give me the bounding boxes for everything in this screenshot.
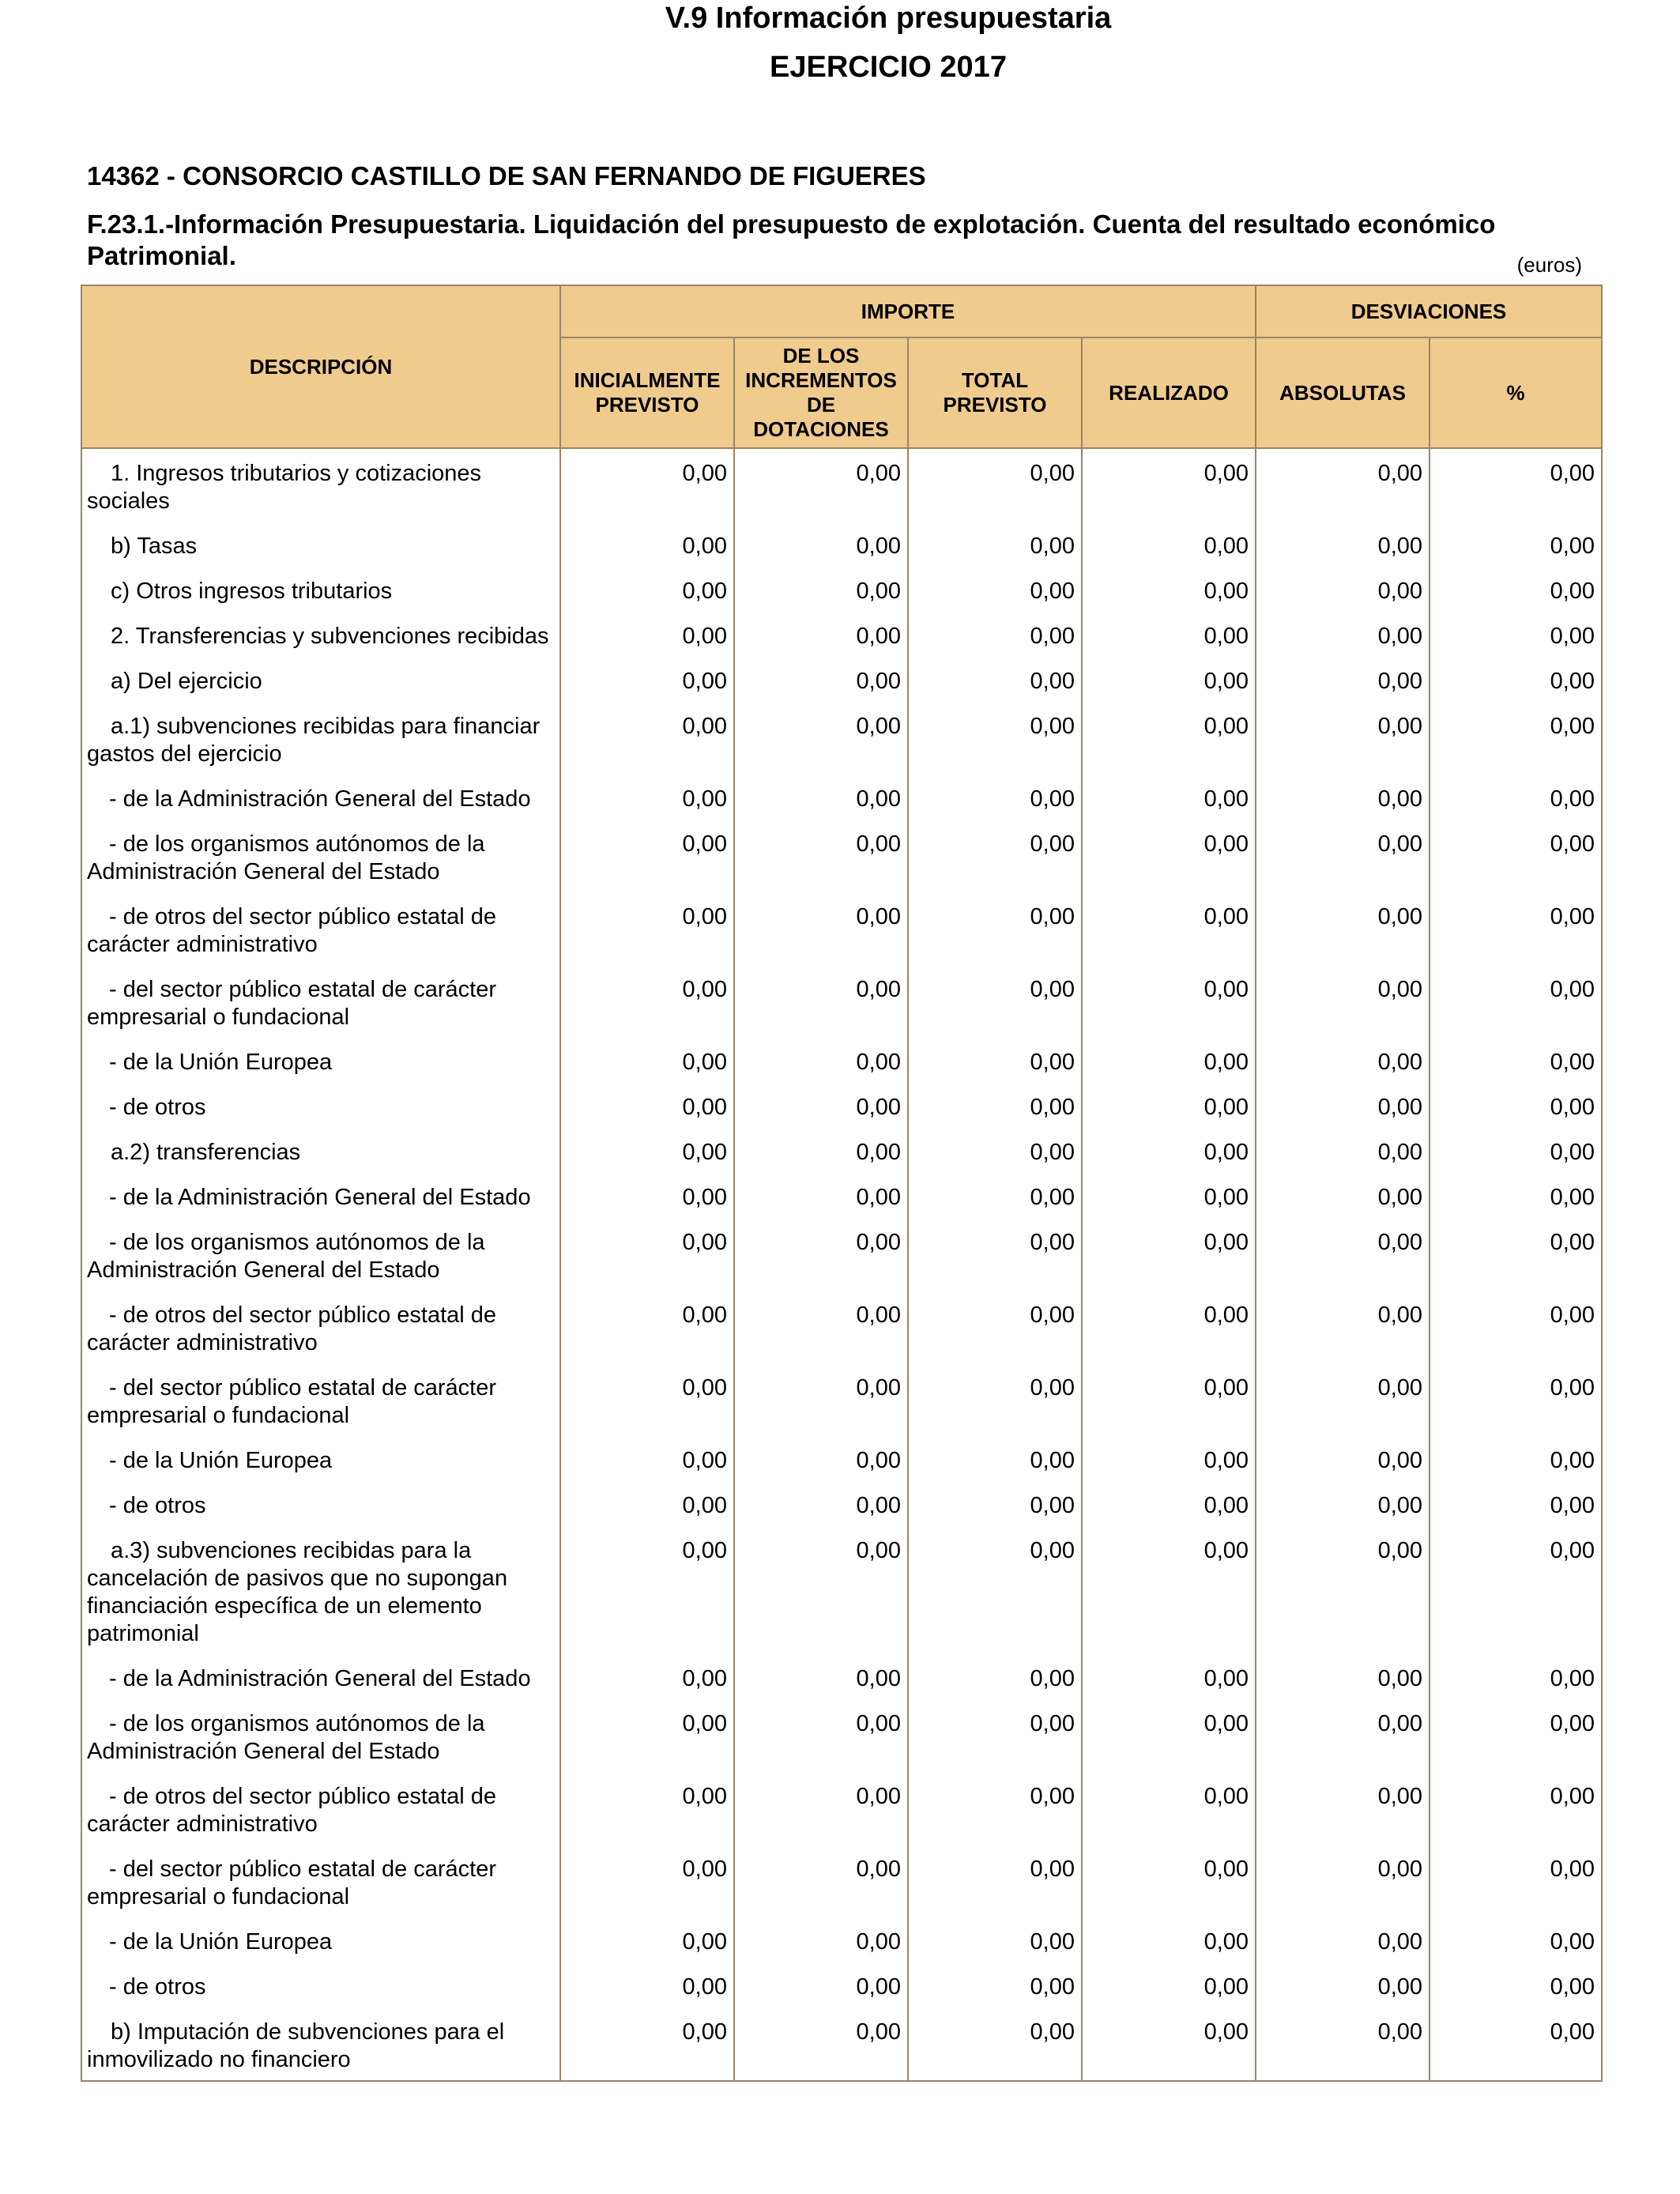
row-value: 0,00 xyxy=(734,1218,908,1291)
row-value: 0,00 xyxy=(908,1363,1082,1436)
row-description: a.1) subvenciones recibidas para financiar gastos del ejercicio xyxy=(81,702,560,775)
row-value: 0,00 xyxy=(1430,1291,1602,1363)
row-value: 0,00 xyxy=(1082,567,1256,612)
row-value: 0,00 xyxy=(1256,1962,1430,2007)
table-row xyxy=(81,1363,1602,1436)
row-value: 0,00 xyxy=(560,775,734,820)
row-value: 0,00 xyxy=(1082,775,1256,820)
row-value: 0,00 xyxy=(1082,965,1256,1038)
column-header-inicialmente-previsto: INICIALMENTE PREVISTO xyxy=(560,337,734,448)
table-row xyxy=(81,1772,1602,1845)
row-value: 0,00 xyxy=(560,965,734,1038)
row-value: 0,00 xyxy=(1256,1917,1430,1962)
column-header-absolutas: ABSOLUTAS xyxy=(1256,337,1430,448)
row-value: 0,00 xyxy=(1256,820,1430,892)
row-value: 0,00 xyxy=(560,1038,734,1083)
row-value: 0,00 xyxy=(1082,820,1256,892)
row-value: 0,00 xyxy=(560,612,734,657)
row-description: - de otros xyxy=(81,1962,560,2007)
table-row xyxy=(81,1128,1602,1173)
row-value: 0,00 xyxy=(908,1128,1082,1173)
table-row xyxy=(81,1917,1602,1962)
row-value: 0,00 xyxy=(734,1436,908,1481)
row-value: 0,00 xyxy=(734,1038,908,1083)
table-row xyxy=(81,1083,1602,1128)
row-value: 0,00 xyxy=(1082,1917,1256,1962)
row-value: 0,00 xyxy=(1082,702,1256,775)
row-value: 0,00 xyxy=(908,1291,1082,1363)
row-value: 0,00 xyxy=(734,1481,908,1526)
row-value: 0,00 xyxy=(1082,1363,1256,1436)
row-value: 0,00 xyxy=(1430,1962,1602,2007)
row-value: 0,00 xyxy=(1082,1845,1256,1917)
row-value: 0,00 xyxy=(734,1363,908,1436)
table-row xyxy=(81,1654,1602,1699)
exercise-year: EJERCICIO 2017 xyxy=(770,51,1007,84)
row-value: 0,00 xyxy=(734,1173,908,1218)
row-value: 0,00 xyxy=(908,1526,1082,1654)
row-value: 0,00 xyxy=(908,1962,1082,2007)
row-value: 0,00 xyxy=(1082,657,1256,702)
row-value: 0,00 xyxy=(1256,612,1430,657)
row-value: 0,00 xyxy=(908,1038,1082,1083)
row-value: 0,00 xyxy=(560,522,734,567)
row-value: 0,00 xyxy=(1256,1772,1430,1845)
row-value: 0,00 xyxy=(1430,1363,1602,1436)
row-value: 0,00 xyxy=(560,1083,734,1128)
row-value: 0,00 xyxy=(1256,775,1430,820)
row-value: 0,00 xyxy=(1256,1173,1430,1218)
table-row xyxy=(81,448,1602,522)
row-value: 0,00 xyxy=(1256,965,1430,1038)
row-value: 0,00 xyxy=(1256,1128,1430,1173)
row-value: 0,00 xyxy=(1082,1218,1256,1291)
row-value: 0,00 xyxy=(734,1962,908,2007)
row-description: 2. Transferencias y subvenciones recibidas xyxy=(81,612,560,657)
row-value: 0,00 xyxy=(1256,1038,1430,1083)
row-value: 0,00 xyxy=(560,448,734,522)
row-value: 0,00 xyxy=(1430,1481,1602,1526)
row-description: - de otros del sector público estatal de carácter administrativo xyxy=(81,892,560,965)
row-value: 0,00 xyxy=(734,1917,908,1962)
row-value: 0,00 xyxy=(1256,448,1430,522)
entity-name: 14362 - CONSORCIO CASTILLO DE SAN FERNANDO DE FIGUERES xyxy=(87,161,926,190)
row-value: 0,00 xyxy=(1256,567,1430,612)
row-value: 0,00 xyxy=(560,1699,734,1772)
row-value: 0,00 xyxy=(1430,1845,1602,1917)
row-value: 0,00 xyxy=(1082,1173,1256,1218)
row-value: 0,00 xyxy=(1430,820,1602,892)
row-value: 0,00 xyxy=(908,965,1082,1038)
row-value: 0,00 xyxy=(560,1845,734,1917)
table-row xyxy=(81,522,1602,567)
budget-table xyxy=(81,285,1603,2082)
row-value: 0,00 xyxy=(560,2007,734,2081)
row-value: 0,00 xyxy=(1082,1481,1256,1526)
row-value: 0,00 xyxy=(908,1481,1082,1526)
row-value: 0,00 xyxy=(560,1526,734,1654)
table-row xyxy=(81,612,1602,657)
row-value: 0,00 xyxy=(908,1436,1082,1481)
table-row xyxy=(81,1173,1602,1218)
column-header-total-previsto: TOTAL PREVISTO xyxy=(908,337,1082,448)
row-value: 0,00 xyxy=(1430,1173,1602,1218)
row-description: - del sector público estatal de carácter empresarial o fundacional xyxy=(81,1363,560,1436)
row-value: 0,00 xyxy=(1082,892,1256,965)
form-title: F.23.1.-Información Presupuestaria. Liquidación del presupuesto de explotación. Cuenta del resultado económico Patrimonial. xyxy=(87,209,1496,270)
row-description: - de otros xyxy=(81,1083,560,1128)
row-value: 0,00 xyxy=(734,1128,908,1173)
row-value: 0,00 xyxy=(908,1654,1082,1699)
row-value: 0,00 xyxy=(1082,1436,1256,1481)
row-value: 0,00 xyxy=(560,567,734,612)
row-value: 0,00 xyxy=(1430,1218,1602,1291)
table-row xyxy=(81,567,1602,612)
row-description: - de la Administración General del Estado xyxy=(81,1654,560,1699)
row-value: 0,00 xyxy=(560,1173,734,1218)
row-value: 0,00 xyxy=(734,775,908,820)
row-description: a.3) subvenciones recibidas para la cancelación de pasivos que no supongan financiación específica de un elemento patrimonial xyxy=(81,1526,560,1654)
row-description: - de la Unión Europea xyxy=(81,1917,560,1962)
group-header-importe: IMPORTE xyxy=(560,285,1256,337)
row-value: 0,00 xyxy=(734,1699,908,1772)
row-value: 0,00 xyxy=(734,448,908,522)
row-value: 0,00 xyxy=(560,1917,734,1962)
row-value: 0,00 xyxy=(908,1218,1082,1291)
row-value: 0,00 xyxy=(1256,1291,1430,1363)
row-value: 0,00 xyxy=(1082,1083,1256,1128)
row-value: 0,00 xyxy=(1430,1917,1602,1962)
row-description: - de los organismos autónomos de la Administración General del Estado xyxy=(81,1699,560,1772)
row-value: 0,00 xyxy=(734,567,908,612)
column-header-incrementos-dotaciones: DE LOS INCREMENTOS DE DOTACIONES xyxy=(734,337,908,448)
row-value: 0,00 xyxy=(560,1481,734,1526)
row-value: 0,00 xyxy=(734,657,908,702)
row-value: 0,00 xyxy=(560,657,734,702)
row-value: 0,00 xyxy=(908,1699,1082,1772)
row-value: 0,00 xyxy=(560,820,734,892)
row-value: 0,00 xyxy=(1256,1363,1430,1436)
row-value: 0,00 xyxy=(1430,2007,1602,2081)
row-value: 0,00 xyxy=(908,1173,1082,1218)
row-value: 0,00 xyxy=(908,702,1082,775)
row-value: 0,00 xyxy=(560,1128,734,1173)
row-value: 0,00 xyxy=(1430,775,1602,820)
row-description: - de otros xyxy=(81,1481,560,1526)
row-value: 0,00 xyxy=(734,1772,908,1845)
row-value: 0,00 xyxy=(1430,567,1602,612)
row-description: - de la Unión Europea xyxy=(81,1038,560,1083)
table-row xyxy=(81,892,1602,965)
row-value: 0,00 xyxy=(734,702,908,775)
row-value: 0,00 xyxy=(560,1291,734,1363)
row-value: 0,00 xyxy=(1082,1699,1256,1772)
table-row xyxy=(81,2007,1602,2081)
row-value: 0,00 xyxy=(734,820,908,892)
row-value: 0,00 xyxy=(1430,612,1602,657)
row-description: a.2) transferencias xyxy=(81,1128,560,1173)
row-value: 0,00 xyxy=(1430,657,1602,702)
row-value: 0,00 xyxy=(734,1083,908,1128)
row-value: 0,00 xyxy=(908,522,1082,567)
row-value: 0,00 xyxy=(1256,1699,1430,1772)
row-value: 0,00 xyxy=(908,1917,1082,1962)
row-value: 0,00 xyxy=(908,567,1082,612)
row-value: 0,00 xyxy=(908,820,1082,892)
row-description: b) Imputación de subvenciones para el inmovilizado no financiero xyxy=(81,2007,560,2081)
row-value: 0,00 xyxy=(1430,1128,1602,1173)
row-value: 0,00 xyxy=(560,1363,734,1436)
row-description: - de otros del sector público estatal de carácter administrativo xyxy=(81,1772,560,1845)
table-row xyxy=(81,1218,1602,1291)
units-label: (euros) xyxy=(1516,253,1582,277)
row-description: b) Tasas xyxy=(81,522,560,567)
table-row xyxy=(81,657,1602,702)
row-value: 0,00 xyxy=(560,892,734,965)
row-value: 0,00 xyxy=(1082,1526,1256,1654)
row-value: 0,00 xyxy=(1082,448,1256,522)
column-header-realizado: REALIZADO xyxy=(1082,337,1256,448)
row-value: 0,00 xyxy=(1430,1038,1602,1083)
row-value: 0,00 xyxy=(560,1654,734,1699)
row-value: 0,00 xyxy=(908,2007,1082,2081)
row-value: 0,00 xyxy=(1082,1038,1256,1083)
row-value: 0,00 xyxy=(1256,1481,1430,1526)
row-value: 0,00 xyxy=(1430,522,1602,567)
row-description: - de la Unión Europea xyxy=(81,1436,560,1481)
row-value: 0,00 xyxy=(1256,1083,1430,1128)
table-body xyxy=(81,448,1602,2081)
row-description: - de otros del sector público estatal de carácter administrativo xyxy=(81,1291,560,1363)
table-row xyxy=(81,1038,1602,1083)
row-value: 0,00 xyxy=(734,892,908,965)
row-value: 0,00 xyxy=(1430,892,1602,965)
table-row xyxy=(81,1291,1602,1363)
row-description: - de la Administración General del Estado xyxy=(81,775,560,820)
row-value: 0,00 xyxy=(1430,1654,1602,1699)
table-row xyxy=(81,820,1602,892)
row-value: 0,00 xyxy=(1256,1654,1430,1699)
table-row xyxy=(81,965,1602,1038)
row-value: 0,00 xyxy=(560,1436,734,1481)
row-value: 0,00 xyxy=(1256,1436,1430,1481)
row-value: 0,00 xyxy=(908,1845,1082,1917)
row-value: 0,00 xyxy=(1256,892,1430,965)
row-description: - de la Administración General del Estado xyxy=(81,1173,560,1218)
row-value: 0,00 xyxy=(1256,2007,1430,2081)
row-value: 0,00 xyxy=(1256,702,1430,775)
row-value: 0,00 xyxy=(1082,1772,1256,1845)
row-value: 0,00 xyxy=(1430,702,1602,775)
row-value: 0,00 xyxy=(560,702,734,775)
row-value: 0,00 xyxy=(734,965,908,1038)
row-description: 1. Ingresos tributarios y cotizaciones sociales xyxy=(81,448,560,522)
row-description: - de los organismos autónomos de la Administración General del Estado xyxy=(81,820,560,892)
row-value: 0,00 xyxy=(1082,1962,1256,2007)
row-value: 0,00 xyxy=(1256,522,1430,567)
row-value: 0,00 xyxy=(734,1845,908,1917)
group-header-desviaciones: DESVIACIONES xyxy=(1256,285,1602,337)
row-value: 0,00 xyxy=(908,612,1082,657)
table-row xyxy=(81,1699,1602,1772)
row-value: 0,00 xyxy=(734,522,908,567)
row-value: 0,00 xyxy=(908,448,1082,522)
table-row xyxy=(81,702,1602,775)
table-row xyxy=(81,1962,1602,2007)
row-value: 0,00 xyxy=(1082,522,1256,567)
row-description: c) Otros ingresos tributarios xyxy=(81,567,560,612)
row-value: 0,00 xyxy=(1082,1291,1256,1363)
table-row xyxy=(81,1436,1602,1481)
row-value: 0,00 xyxy=(1082,612,1256,657)
row-value: 0,00 xyxy=(1082,1128,1256,1173)
row-description: - del sector público estatal de carácter empresarial o fundacional xyxy=(81,965,560,1038)
table-row xyxy=(81,1526,1602,1654)
row-value: 0,00 xyxy=(1430,1526,1602,1654)
column-header-descripcion: DESCRIPCIÓN xyxy=(81,285,560,448)
row-value: 0,00 xyxy=(1430,1436,1602,1481)
row-value: 0,00 xyxy=(1430,965,1602,1038)
row-value: 0,00 xyxy=(734,1654,908,1699)
row-value: 0,00 xyxy=(1082,1654,1256,1699)
row-value: 0,00 xyxy=(1256,1526,1430,1654)
table-row xyxy=(81,1845,1602,1917)
row-value: 0,00 xyxy=(1430,1083,1602,1128)
row-value: 0,00 xyxy=(734,1526,908,1654)
row-value: 0,00 xyxy=(1430,448,1602,522)
table-row xyxy=(81,775,1602,820)
row-value: 0,00 xyxy=(908,775,1082,820)
column-header-porcentaje: % xyxy=(1430,337,1602,448)
table-row xyxy=(81,1481,1602,1526)
page-title: V.9 Información presupuestaria xyxy=(665,2,1112,35)
row-value: 0,00 xyxy=(1082,2007,1256,2081)
row-value: 0,00 xyxy=(908,892,1082,965)
row-value: 0,00 xyxy=(1430,1772,1602,1845)
row-value: 0,00 xyxy=(560,1772,734,1845)
row-value: 0,00 xyxy=(908,657,1082,702)
row-value: 0,00 xyxy=(908,1772,1082,1845)
row-value: 0,00 xyxy=(1430,1699,1602,1772)
row-description: a) Del ejercicio xyxy=(81,657,560,702)
row-value: 0,00 xyxy=(1256,1845,1430,1917)
row-value: 0,00 xyxy=(734,2007,908,2081)
row-value: 0,00 xyxy=(1256,1218,1430,1291)
row-value: 0,00 xyxy=(1256,657,1430,702)
row-value: 0,00 xyxy=(560,1962,734,2007)
row-value: 0,00 xyxy=(560,1218,734,1291)
row-description: - de los organismos autónomos de la Administración General del Estado xyxy=(81,1218,560,1291)
row-value: 0,00 xyxy=(734,612,908,657)
row-value: 0,00 xyxy=(734,1291,908,1363)
row-description: - del sector público estatal de carácter empresarial o fundacional xyxy=(81,1845,560,1917)
row-value: 0,00 xyxy=(908,1083,1082,1128)
